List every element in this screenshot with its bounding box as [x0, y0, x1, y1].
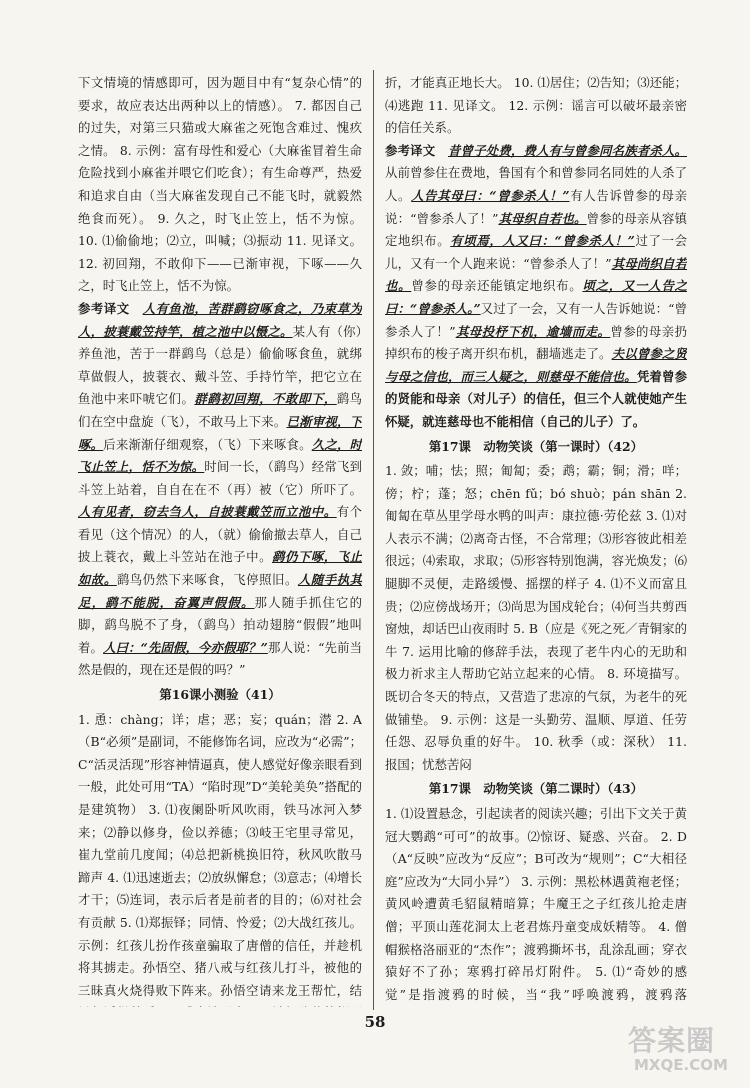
answer-paragraph: 折，才能真正地长大。 10. ⑴居住；⑵告知；⑶还能；⑷逃跑 11. 见译文。 12. 示例：谣言可以破坏最亲密的信任关系。 [385, 75, 687, 136]
classical-text: 群鹞初回翔，不敢即下， [194, 391, 337, 407]
classical-text: 鹞仍下啄，飞止如故。 [78, 549, 362, 588]
reference-translation [78, 298, 362, 682]
classical-text: 昔曾子处费，费人有与曾参同名族者杀人。 [447, 142, 687, 158]
left-column [78, 72, 362, 1007]
answer-paragraph: 1. ⑴设置悬念，引起读者的阅读兴趣；引出下文关于黄冠大鹦鹉“可可”的故事。⑵惊讶、疑惑、兴奋。 2. D（A“反映”应改为“反应”；B可改为“规则”；C“大相径庭”应改为“大同小异”） 3. 示例：黑松林遇黄袍老怪；黄风岭遭黄毛貂鼠精暗算；牛魔王之子红孩儿抢走唐僧；平顶山莲花洞太上老君炼丹童变成妖精等。 4. 僧帽猴格洛丽亚的“杰作”；渡鸦撕坏书，乱涂乱画；穿衣猿好不了孙；寒鸦打碎吊灯附件。 5. ⑴“奇妙的感觉”是指渡鸦的时候，当“我”呼唤渡鸦，渡鸦落 [385, 806, 687, 1002]
section-title: 第17课 动物笑谈（第二课时）（43） [428, 781, 644, 797]
classical-text: 其母织自若也。 [498, 210, 587, 226]
translation-text: 有个看见（这个情况）的人，（就）偷偷撤去草人，自己披上蓑衣，戴上斗笠站在池子中。 [78, 504, 362, 565]
classical-text: 顷之，又一人告之曰：“曾参杀人。” [385, 278, 687, 316]
answer-paragraph: 下文情境的情感即可，因为题目中有“复杂心情”的要求，故应表达出两种以上的情感）。 7. 都因自己的过失，对第三只猫或大麻雀之死饱含难过、愧疚之情。 8. 示例：富有母性和爱心（大麻雀冒着生命危险找到小麻雀并喂它们吃食）；有生命尊严，热爱和追求自由（当大麻雀发现自己不能飞时，就毅然绝食而死）。 9. 久之，时飞止笠上，恬不为惊。 10. ⑴偷偷地；⑵立，叫喊；⑶振动 11. 见译文。 12. 初回翔，不敢仰下——已渐审视，下啄——久之，时飞止笠上，恬不为惊。 [78, 75, 362, 294]
translation-text: 那人说：“先前当然是假的，现在还是假的吗？” [78, 639, 362, 678]
classical-text: 人告其母曰：“曾参杀人！” [411, 187, 570, 203]
classical-text: 有顷焉，人又曰：“曾参杀人！” [450, 233, 635, 249]
classical-text: 其母投杼下机，逾墙而走。 [455, 323, 611, 339]
translation-text: 鹞鸟们在空中盘旋（飞），不敢马上下来。 [78, 391, 362, 429]
translation-text: 曾参的母亲还能镇定地织布。 [411, 278, 583, 294]
translation-text: 鹞鸟仍然下来啄食，飞停照旧。 [116, 572, 298, 588]
watermark-line2: MXQE.COM [634, 1056, 728, 1074]
translation-text: 过了一会儿，又有一个人跑来说：“曾参杀人了！” [385, 233, 687, 271]
watermark-logo [628, 1026, 728, 1078]
classical-text: 人随手执其足，鹞不能脱，奋翼声假假。 [78, 572, 362, 610]
translation-text: 时间一长，（鹞鸟）经常飞到斗笠上站着，自自在在不（再）被（它）所吓了。 [78, 459, 362, 497]
translation-text: 从前曾参住在费地，鲁国有个和曾参同名同姓的人杀了人。 [385, 165, 687, 203]
column-divider [373, 70, 374, 1010]
classical-text: 久之，时飞止笠上，恬不为惊。 [78, 436, 362, 475]
classical-text: 夫以曾参之贤与母之信也，而三人疑之，则慈母不能信也。 [385, 346, 687, 384]
translation-text: 又过了一会，又有一人告诉她说：“曾参杀人了！” [385, 300, 687, 339]
answer-paragraph: 1. 恿：chàng；详；虐；恶；妄；quán；潜 2. A（B“必须”是副词，不能修饰名词，应改为“必需”；C“活灵活现”形容神情逼真，使人感觉好像亲眼看到一般，此处可用“TA）“陷时现”D“美轮美奂”搭配的是建筑物） 3. ⑴夜阑卧听风吹雨，铁马冰河入梦来；⑵静以修身，俭以养德；⑶岐王宅里寻常见，崔九堂前几度闻；⑷总把新桃换旧符，秋风吹散马蹄声 4. ⑴迅速逝去；⑵放纵懈怠；⑶意志；⑷增长才干；⑸连词，表示后者是前者的目的；⑹对社会有贡献 5. ⑴郑振铎；同情、怜爱；⑵大战红孩儿。示例：红孩儿扮作孩童骗取了唐僧的信任，并趁机将其掳走。孙悟空、猪八戒与红孩儿打斗，被他的三昧真火烧得败下阵来。孙悟空请来龙王帮忙，结 [78, 711, 362, 998]
translation-text: 后来渐渐仔细观察，（飞）下来啄食。 [103, 436, 312, 452]
translation-text: 曾参的母亲扔掉织布的梭子离开织布机，翻墙逃走了。 [385, 323, 687, 362]
classical-text: 其母尚织自若也。 [385, 255, 687, 294]
right-column [385, 72, 687, 1007]
classical-text: 人有鱼池，苦群鹞窃啄食之，乃束草为人，披蓑戴笠持竿，植之池中以慑之。 [78, 300, 362, 339]
reference-translation [385, 140, 687, 434]
section-title: 第17课 动物笑谈（第一课时）（42） [428, 438, 644, 454]
page-number: 58 [364, 1013, 386, 1031]
classical-text: 已渐审视，下啄。 [78, 413, 362, 452]
classical-text: 人有见者，窃去刍人，自披蓑戴笠而立池中。 [78, 504, 337, 520]
translation-text: 某人有（你）养鱼池，苦于一群鹞鸟（总是）偷偷啄食鱼，就绑草做假人，披蓑衣、戴斗笠、手持竹竿，把它立在鱼池中来吓唬它们。 [78, 323, 362, 407]
answer-paragraph: 1. 敛；哺；怯；照；匍匐；委；鹉；霸；铜；滑；咩；傍；柠；蓬；怒；chēn fǔ；bó shuò；pán shān 2. 匍匐在草丛里学母水鸭的叫声：康拉德·劳伦兹 3. ⑴对人表示不满；⑵离奇古怪，不合常理；⑶形容彼此相差很远；⑷索取，求取；⑸形容特别饱满，容光焕发；⑹腿脚不灵便，走路缓慢、摇摆的样子 4. ⑴不义而富且贵；⑵应傍战场开；⑶尚思为国戍轮台；⑷何当共剪西窗烛，却话巴山夜雨时 5. B（应是《死之死／青铜家的牛 7. 运用比喻的修辞手法，表现了老牛内心的无助和极力祈求主人帮助它站立起来的心情。 8. 环境描写。既切合冬天的特点，又营造了悲凉的气氛，为老牛的死做铺垫。 9. 示例：这是一头勤劳、温顺、厚道、任劳任怨、忍辱负重的好牛。 10. 秋季（或：深秋） 11. 报国；忧愁苦闷 [385, 463, 687, 772]
translation-text: 有人告诉曾参的母亲说：“曾参杀人了！” [385, 187, 687, 226]
classical-text: 人曰：“先固假，今亦假耶？” [103, 639, 268, 655]
ref-label: 参考译文 [385, 142, 436, 158]
translation-text: 曾参的母亲从容镇定地织布。 [385, 210, 687, 249]
translation-text: 那人随手抓住它的脚，鹞鸟脱不了身，（鹞鸟）拍动翅膀“假假”地叫着。 [78, 594, 362, 655]
watermark-line1: 答案圈 [628, 1024, 716, 1057]
ref-label: 参考译文 [78, 300, 130, 316]
section-title: 第16课小测验（41） [159, 687, 281, 703]
translation-text: 凭着曾参的贤能和母亲（对儿子）的信任，但三个人就使她产生怀疑，就连慈母也不能相信（自己的儿子）了。 [385, 368, 687, 429]
